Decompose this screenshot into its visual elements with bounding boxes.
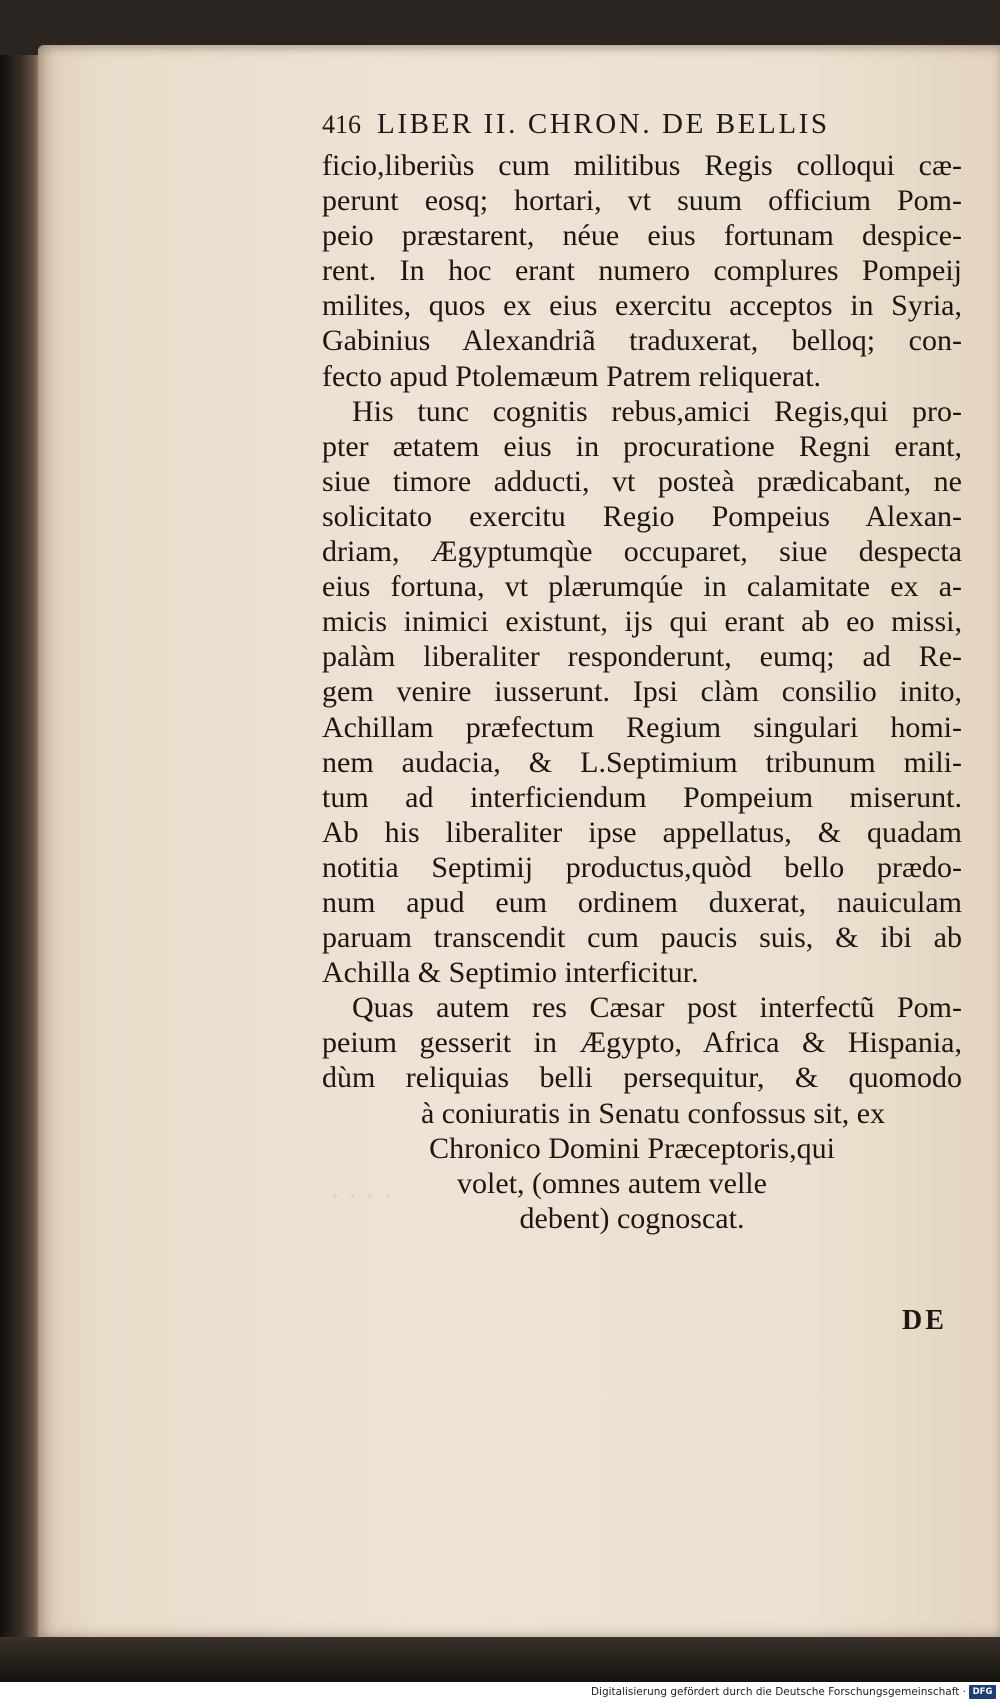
text-line: rent. In hoc erant numero complures Pompeij bbox=[322, 254, 962, 288]
text-line: eius fortuna, vt plærumqúe in calamitate ex a- bbox=[322, 570, 962, 604]
text-line: paruam transcendit cum paucis suis, & ibi ab bbox=[322, 921, 962, 955]
text-line: dùm reliquias belli persequitur, & quomodo bbox=[322, 1061, 962, 1095]
text-line: notitia Septimij productus,quòd bello prædo- bbox=[322, 850, 962, 884]
text-line: gem venire iusserunt. Ipsi clàm consilio inito, bbox=[322, 675, 962, 709]
text-line: à coniuratis in Senatu confossus sit, ex bbox=[420, 1096, 886, 1130]
text-line: Quas autem res Cæsar post interfectũ Pom- bbox=[352, 991, 962, 1025]
dfg-logo: DFG bbox=[969, 1685, 996, 1699]
text-line: siue timore adducti, vt posteà prædicabant, ne bbox=[322, 464, 962, 498]
text-line: driam, Ægyptumqùe occuparet, siue despecta bbox=[322, 535, 962, 569]
page-text-block bbox=[322, 100, 962, 1236]
text-line: fecto apud Ptolemæum Patrem reliquerat. bbox=[322, 359, 822, 393]
text-line: pter ætatem eius in procuratione Regni erant, bbox=[322, 429, 962, 463]
text-line: palàm liberaliter responderunt, eumq; ad Re- bbox=[322, 640, 962, 674]
text-line: debent) cognoscat. bbox=[519, 1201, 745, 1235]
digitization-credit: Digitalisierung gefördert durch die Deutsche Forschungsgemeinschaft · bbox=[590, 1686, 966, 1698]
page-number: 416 bbox=[322, 110, 361, 139]
text-line: His tunc cognitis rebus,amici Regis,qui pro- bbox=[352, 394, 962, 428]
text-line: solicitato exercitu Regio Pompeius Alexan- bbox=[322, 499, 962, 533]
text-line: peio præstarent, néue eius fortunam despice- bbox=[322, 219, 962, 253]
text-line: Ab his liberaliter ipse appellatus, & quadam bbox=[322, 815, 962, 849]
text-line: Achilla & Septimio interficitur. bbox=[322, 956, 699, 990]
text-line: num apud eum ordinem duxerat, nauiculam bbox=[322, 885, 962, 919]
text-line: peium gesserit in Ægypto, Africa & Hispania, bbox=[322, 1026, 962, 1060]
text-line: tum ad interficiendum Pompeium miserunt. bbox=[322, 780, 962, 814]
running-head bbox=[322, 100, 962, 148]
text-line: ficio,liberiùs cum militibus Regis colloqui cæ- bbox=[322, 149, 962, 182]
text-line: Gabinius Alexandriã traduxerat, belloq; con- bbox=[322, 324, 962, 358]
catchword: DE bbox=[902, 1305, 947, 1336]
running-head-title: LIBER II. CHRON. DE BELLIS bbox=[377, 108, 830, 140]
text-line: Achillam præfectum Regium singulari homi- bbox=[322, 710, 962, 744]
text-line: nem audacia, & L.Septimium tribunum mili- bbox=[322, 745, 962, 779]
text-line: Chronico Domini Præceptoris,qui bbox=[429, 1131, 835, 1165]
scan-bottom-edge bbox=[0, 1637, 1000, 1682]
text-line: micis inimici existunt, ijs qui erant ab eo missi, bbox=[322, 605, 962, 639]
book-spine-edge bbox=[0, 55, 40, 1640]
show-through-text: · · · · bbox=[330, 1180, 393, 1213]
text-line: milites, quos ex eius exercitu acceptos in Syria, bbox=[322, 289, 962, 323]
text-line: volet, (omnes autem velle bbox=[457, 1166, 767, 1200]
text-line: perunt eosq; hortari, vt suum officium Pom- bbox=[322, 184, 962, 218]
